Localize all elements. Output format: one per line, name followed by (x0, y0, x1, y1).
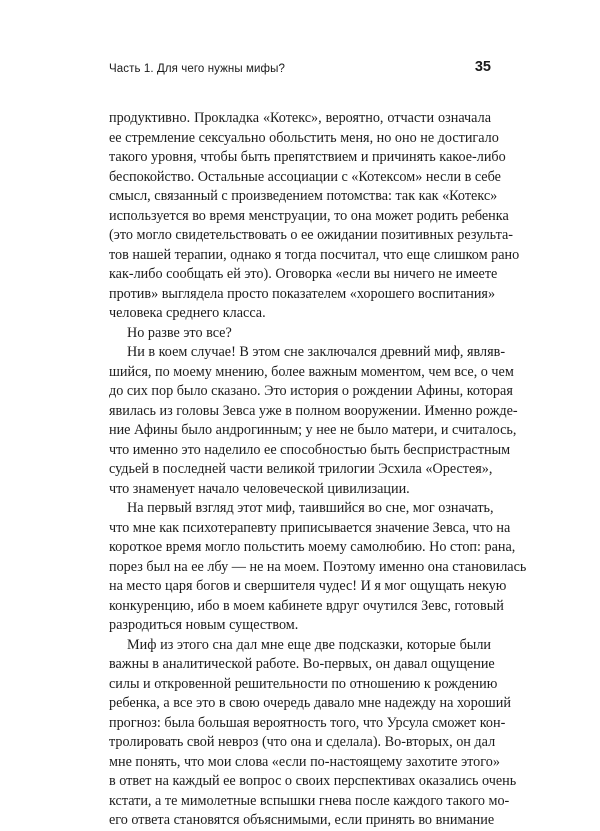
text-line: ние Афины было андрогинным; у нее не было матери, и считалось, (109, 422, 517, 438)
text-line: Миф из этого сна дал мне еще две подсказки, которые были (127, 636, 491, 653)
text-line: продуктивно. Прокладка «Котекс», вероятно, отчасти означала (109, 110, 491, 126)
text-line: порез был на ее лбу — не на моем. Поэтому именно она становилась (109, 558, 527, 575)
text-line: шийся, по моему мнению, более важным моментом, чем все, о чем (109, 363, 514, 380)
text-line: разродиться новым существом. (109, 617, 299, 633)
text-line: тролировать свой невроз (что она и сделала). Во-вторых, он дал (109, 734, 496, 750)
text-line: его ответа становятся объяснимыми, если принять во внимание (109, 812, 495, 828)
text-line: судьей в последней части великой трилогии Эсхила «Орестея», (109, 461, 493, 477)
text-line: силы и откровенной решительности по отношению к рождению (109, 675, 498, 692)
text-line: что мне как психотерапевту приписывается значение Зевса, что на (109, 519, 511, 536)
text-line: мне понять, что мои слова «если по-настоящему захотите этого» (109, 753, 500, 770)
page-number: 35 (474, 59, 491, 75)
text-line: явилась из головы Зевса уже в полном вооружении. Именно рожде- (109, 402, 518, 419)
text-line: ее стремление сексуально обольстить меня, но оно не достигало (109, 129, 499, 146)
text-line: (это могло свидетельствовать о ее ожидании позитивных результа- (109, 227, 514, 243)
text-line: ребенка, а все это в свою очередь давало мне надежду на хороший (109, 695, 511, 711)
text-line: прогноз: была большая вероятность того, что Урсула сможет кон- (109, 714, 506, 731)
text-line: короткое время могло польстить моему самолюбию. Но стоп: рана, (109, 539, 516, 555)
text-line: что именно это наделило ее способностью быть беспристрастным (109, 441, 511, 458)
text-line: кстати, а те мимолетные вспышки гнева после каждого такого мо- (109, 792, 510, 809)
text-line: на место царя богов и свершителя чудес! И я мог ощущать некую (109, 578, 507, 594)
text-line: человека среднего класса. (109, 305, 266, 321)
text-line: беспокойство. Остальные ассоциации с «Котексом» несли в себе (109, 168, 501, 185)
text-line: в ответ на каждый ее вопрос о своих перспективах оказались очень (109, 773, 517, 789)
text-line: смысл, связанный с произведением потомства: так как «Котекс» (109, 188, 498, 204)
text-line: Но разве это все? (127, 324, 232, 341)
text-line: тов нашей терапии, однако я тогда посчитал, что еще слишком рано (109, 246, 520, 263)
text-line: На первый взгляд этот миф, таившийся во сне, мог означать, (127, 500, 494, 516)
text-line: важны в аналитической работе. Во-первых, он давал ощущение (109, 656, 495, 672)
text-line: до сих пор было сказано. Это история о рождении Афины, которая (109, 383, 513, 399)
text-line: Ни в коем случае! В этом сне заключался древний миф, являв- (127, 344, 506, 360)
text-line: такого уровня, чтобы быть препятствием и причинять какое-либо (109, 149, 506, 165)
text-line: против» выглядела просто показателем «хорошего воспитания» (109, 285, 496, 302)
text-line: конкуренцию, ибо в моем кабинете вдруг очутился Зевс, готовый (109, 597, 504, 614)
text-line: используется во время менструации, то она может родить ребенка (109, 207, 509, 224)
body-text (109, 109, 527, 831)
text-line: что знаменует начало человеческой цивилизации. (109, 480, 410, 497)
text-line: как-либо сообщать ей это). Оговорка «если вы ничего не имеете (109, 266, 498, 282)
running-head-title: Часть 1. Для чего нужны мифы? (109, 63, 285, 75)
